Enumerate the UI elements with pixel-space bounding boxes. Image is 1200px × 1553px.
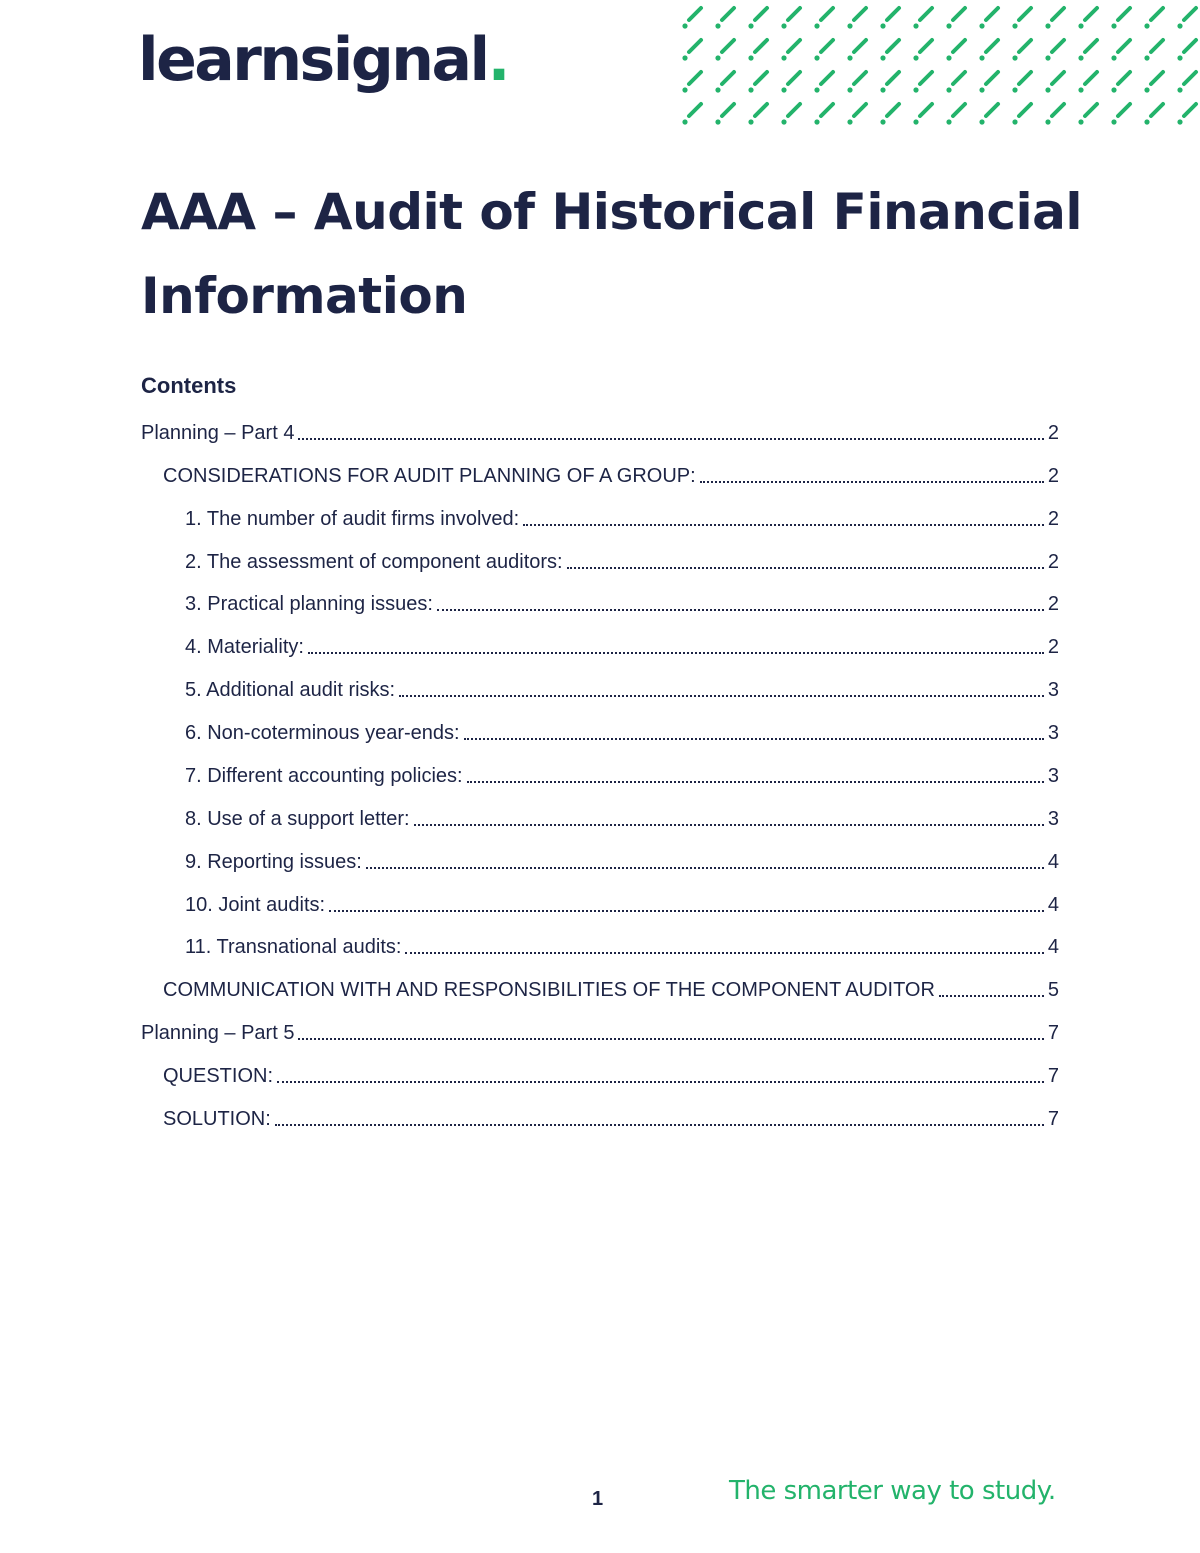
toc-entry[interactable] [141, 845, 1059, 875]
toc-dot-leader [467, 780, 1044, 783]
toc-dot-leader [567, 566, 1044, 569]
toc-entry-label: QUESTION: [163, 1065, 274, 1087]
toc-entry[interactable] [141, 1059, 1059, 1089]
toc-entry[interactable] [141, 587, 1059, 617]
toc-entry-label: 2. The assessment of component auditors: [185, 551, 563, 573]
toc-entry-label: 3. Practical planning issues: [185, 593, 433, 615]
toc-entry-label: 1. The number of audit firms involved: [185, 508, 520, 530]
toc-entry-page: 7 [1047, 1065, 1059, 1087]
toc-dot-leader [298, 1037, 1043, 1040]
logo-dot: . [487, 25, 508, 95]
toc-dot-leader [523, 523, 1044, 526]
tagline: The smarter way to study. [729, 1476, 1056, 1506]
toc-dot-leader [414, 823, 1044, 826]
toc-entry[interactable] [141, 459, 1059, 489]
green-slash-dot-pattern-icon [676, 0, 1200, 128]
toc-entry-label: 11. Transnational audits: [185, 936, 402, 958]
toc-dot-leader [464, 737, 1044, 740]
logo-text: learnsignal [138, 25, 488, 95]
toc-entry[interactable] [141, 716, 1059, 746]
toc-entry-page: 2 [1047, 636, 1059, 658]
learnsignal-logo [138, 25, 508, 95]
toc-entry-page: 4 [1047, 936, 1059, 958]
toc-dot-leader [700, 480, 1044, 483]
toc-entry[interactable] [141, 630, 1059, 660]
toc-entry[interactable] [141, 1102, 1059, 1132]
contents-heading: Contents [141, 373, 237, 398]
toc-dot-leader [939, 994, 1044, 997]
page-number: 1 [592, 1488, 604, 1510]
toc-entry-label: COMMUNICATION WITH AND RESPONSIBILITIES OF THE COMPONENT AUDITOR [163, 979, 935, 1001]
toc-dot-leader [329, 909, 1044, 912]
toc-entry-label: 6. Non-coterminous year-ends: [185, 722, 460, 744]
toc-entry-label: 5. Additional audit risks: [185, 679, 396, 701]
toc-entry-label: 4. Materiality: [185, 636, 304, 658]
toc-entry-page: 4 [1047, 894, 1059, 916]
toc-entry-page: 2 [1047, 465, 1059, 487]
toc-dot-leader [308, 651, 1044, 654]
toc-entry[interactable] [141, 1016, 1059, 1046]
toc-dot-leader [275, 1123, 1044, 1126]
toc-entry-label: SOLUTION: [163, 1108, 271, 1130]
toc-entry-page: 2 [1047, 422, 1059, 444]
toc-entry-label: Planning – Part 4 [141, 422, 295, 444]
toc-entry-label: 10. Joint audits: [185, 894, 326, 916]
toc-dot-leader [366, 866, 1044, 869]
document-title: AAA – Audit of Historical Financial Information [141, 183, 1083, 325]
toc-entry-page: 3 [1047, 679, 1059, 701]
toc-entry-page: 3 [1047, 765, 1059, 787]
toc-dot-leader [399, 694, 1044, 697]
toc-entry[interactable] [141, 673, 1059, 703]
toc-dot-leader [277, 1080, 1044, 1083]
toc-entry-label: 8. Use of a support letter: [185, 808, 410, 830]
toc-entry[interactable] [141, 502, 1059, 532]
toc-entry-page: 5 [1047, 979, 1059, 1001]
toc-entry[interactable] [141, 802, 1059, 832]
toc-entry-page: 2 [1047, 508, 1059, 530]
toc-entry[interactable] [141, 973, 1059, 1003]
toc-entry-page: 2 [1047, 593, 1059, 615]
toc-dot-leader [405, 951, 1043, 954]
toc-entry[interactable] [141, 930, 1059, 960]
toc-entry-page: 3 [1047, 722, 1059, 744]
toc-entry-page: 2 [1047, 551, 1059, 573]
toc-entry-label: 9. Reporting issues: [185, 851, 362, 873]
toc-entry-page: 4 [1047, 851, 1059, 873]
toc-entry-page: 3 [1047, 808, 1059, 830]
toc-entry[interactable] [141, 545, 1059, 575]
toc-entry-label: 7. Different accounting policies: [185, 765, 463, 787]
toc-dot-leader [298, 437, 1043, 440]
toc-dot-leader [437, 608, 1044, 611]
toc-entry-page: 7 [1047, 1022, 1059, 1044]
toc-entry[interactable] [141, 888, 1059, 918]
toc-entry-label: Planning – Part 5 [141, 1022, 295, 1044]
toc-entry-page: 7 [1047, 1108, 1059, 1130]
toc-entry[interactable] [141, 759, 1059, 789]
toc-entry[interactable] [141, 416, 1059, 446]
toc-entry-label: CONSIDERATIONS FOR AUDIT PLANNING OF A GROUP: [163, 465, 696, 487]
